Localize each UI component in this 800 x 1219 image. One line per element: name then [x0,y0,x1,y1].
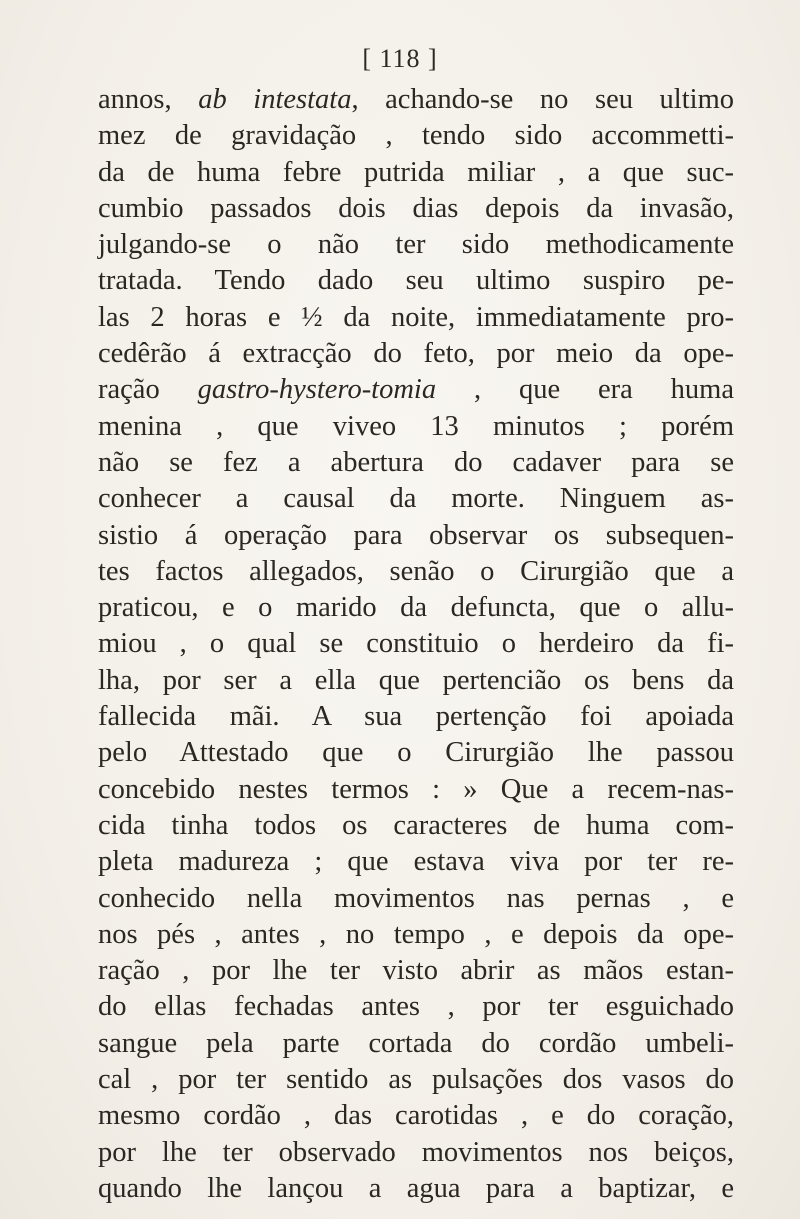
text-line: conhecer a causal da morte. Ninguem as- [98,483,734,515]
text-line: fallecida mãi. A sua pertenção foi apoiada [98,701,734,733]
text-line: quando lhe lançou a agua para a baptizar, e [98,1172,734,1204]
italic-term: gastro-hystero-tomia [197,374,437,406]
text-line: por lhe ter observado movimentos nos beiços, [98,1136,734,1168]
text-line: cedêrão á extracção do feto, por meio da ope- [98,338,734,370]
text-line: cumbio passados dois dias depois da invasão, [98,192,734,224]
text-line: conhecido nella movimentos nas pernas , e [98,882,734,914]
page-number: [ 118 ] [362,44,438,73]
text-line: sangue pela parte cortada do cordão umbeli- [98,1027,734,1059]
text-line: pelo Attestado que o Cirurgião lhe passou [98,737,734,769]
text-line: cida tinha todos os caracteres de huma com- [98,809,734,841]
text-line: las 2 horas e ½ da noite, immediatamente pro- [98,301,734,333]
text-line: mesmo cordão , das carotidas , e do coração, [98,1100,734,1132]
text-line: tratada. Tendo dado seu ultimo suspiro pe- [98,265,734,297]
body-text [98,82,734,1207]
text-line: miou , o qual se constituio o herdeiro da fi- [98,628,734,660]
text-line: ração gastro-hystero-tomia , que era huma [98,374,734,406]
text-line: annos, ab intestata, achando-se no seu ultimo [98,84,734,115]
italic-term: ab intestata [198,84,352,115]
text-line: da de huma febre putrida miliar , a que suc- [98,156,734,188]
text-line: do ellas fechadas antes , por ter esguichado [98,991,734,1023]
text-line: concebido nestes termos : » Que a recem-nas- [98,773,734,805]
text-line: sistio á operação para observar os subsequen- [98,519,734,551]
text-line: tes factos allegados, senão o Cirurgião que a [98,555,734,587]
text-line: ração , por lhe ter visto abrir as mãos estan- [98,955,734,987]
text-line: mez de gravidação , tendo sido accommetti- [98,120,734,152]
text-line: cal , por ter sentido as pulsações dos vasos do [98,1064,734,1096]
text-line: menina , que viveo 13 minutos ; porém [98,410,734,442]
text-line: não se fez a abertura do cadaver para se [98,446,734,478]
text-line: julgando-se o não ter sido methodicamente [98,229,734,261]
text-line: praticou, e o marido da defuncta, que o allu- [98,592,734,624]
text-line: lha, por ser a ella que pertencião os bens da [98,664,734,696]
text-line: pleta madureza ; que estava viva por ter re- [98,846,734,878]
text-line: nos pés , antes , no tempo , e depois da ope- [98,918,734,950]
